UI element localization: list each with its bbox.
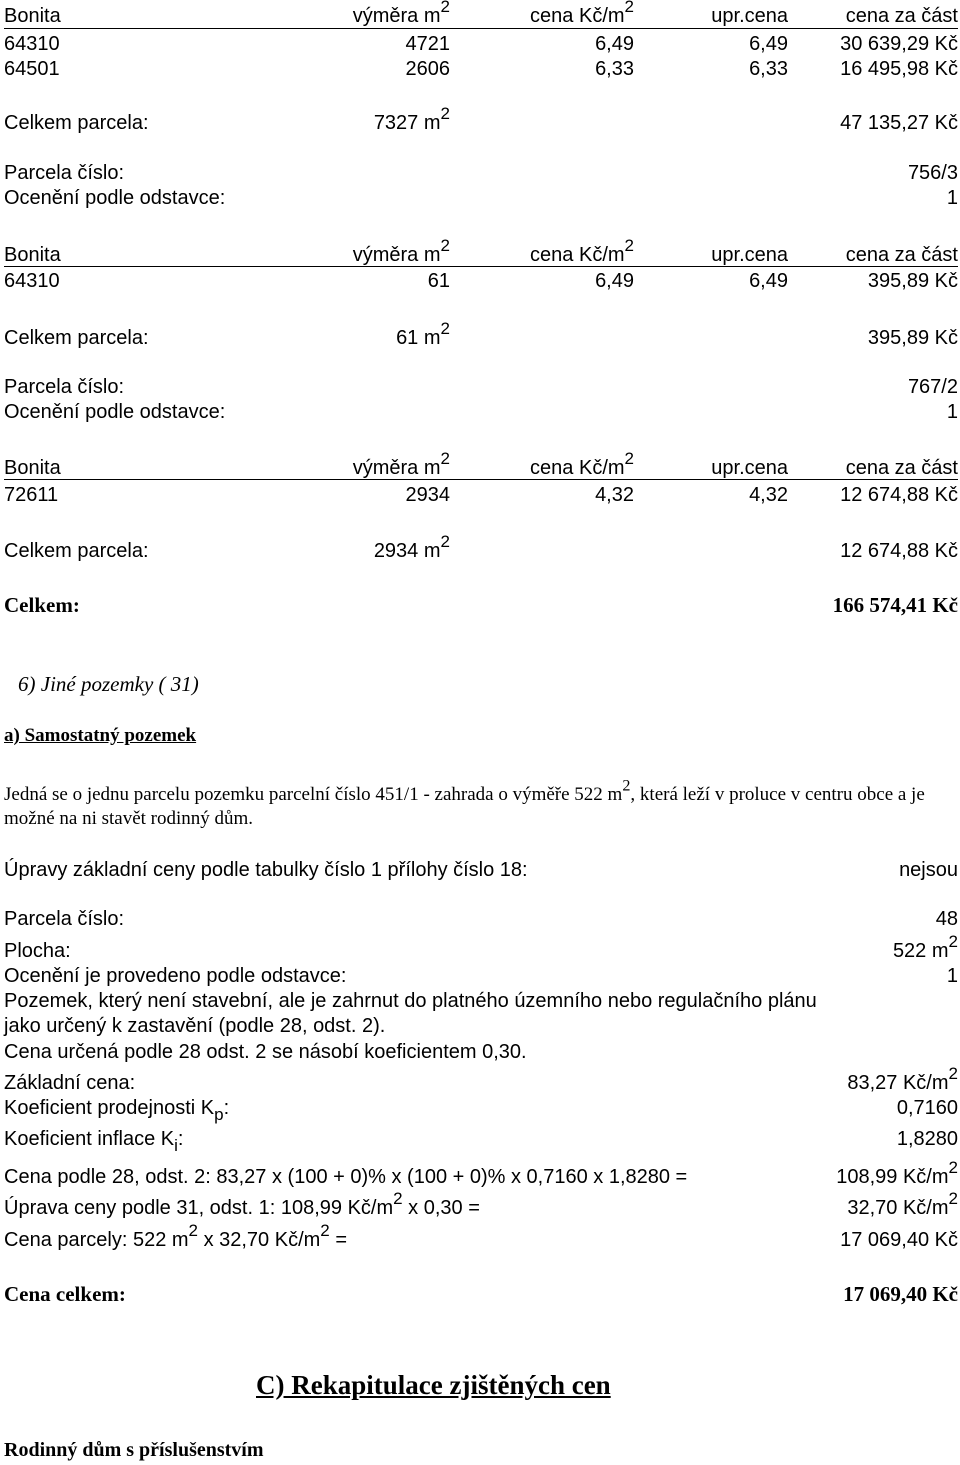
- price-adjustment-label: Úprava ceny podle 31, odst. 1: 108,99 $Kč/m^2$ x 0,30 =: [4, 1188, 480, 1219]
- cell-bonita: 64501: [4, 58, 60, 80]
- cell-cast: 30 639,29 Kč: [840, 33, 958, 55]
- cell-bonita: 72611: [4, 484, 59, 506]
- price-total-value: 17 069,40 Kč: [843, 1282, 958, 1306]
- area-label: Plocha:: [4, 940, 71, 962]
- area-value: 522 $m^2$: [892, 931, 958, 962]
- total-area: 2934 $m^2$: [373, 531, 450, 562]
- col-vymera: výměra $m^2$: [352, 235, 450, 266]
- parcel-number-value: 48: [935, 908, 958, 930]
- valuation-paragraph-value: 1: [946, 401, 958, 423]
- parcel-number-label: Parcela číslo:: [4, 376, 125, 398]
- cell-cena: 6,49: [595, 33, 634, 55]
- parcel-price-value: 17 069,40 Kč: [840, 1229, 958, 1251]
- adjustments-value: nejsou: [899, 859, 958, 881]
- price-28-value: 108,99 $Kč/m^2$: [836, 1157, 958, 1188]
- valuation-paragraph-label: Ocenění podle odstavce:: [4, 187, 226, 209]
- total-label: Celkem parcela:: [4, 327, 149, 349]
- parcel-number-value: 767/2: [907, 376, 958, 398]
- coef-ki-value: 1,8280: [896, 1128, 958, 1150]
- col-vymera: výměra $m^2$: [352, 0, 450, 27]
- parcel-number-label: Parcela číslo:: [4, 162, 125, 184]
- total-value: 47 135,27 Kč: [840, 112, 958, 134]
- cell-cena: 6,49: [595, 270, 634, 292]
- cell-bonita: 64310: [4, 33, 60, 55]
- total-area: 7327 $m^2$: [373, 103, 450, 134]
- price-adjustment-value: 32,70 $Kč/m^2$: [847, 1188, 958, 1219]
- cell-cast: 16 495,98 Kč: [840, 58, 958, 80]
- cell-upr: 6,49: [749, 270, 788, 292]
- adjustments-label: Úpravy základní ceny podle tabulky číslo 1 přílohy číslo 18:: [4, 859, 528, 881]
- base-price-label: Základní cena:: [4, 1072, 136, 1094]
- col-cast: cena za část: [845, 457, 958, 479]
- cell-cena: 6,33: [595, 58, 634, 80]
- note-line: jako určený k zastavění (podle 28, odst. 2).: [4, 1015, 386, 1037]
- note-line: Pozemek, který není stavební, ale je zahrnut do platného územního nebo regulačního plánu: [4, 990, 817, 1012]
- grand-total-label: Celkem:: [4, 593, 80, 617]
- total-label: Celkem parcela:: [4, 540, 149, 562]
- col-cena: cena $Kč/m^2$: [530, 235, 634, 266]
- valuation-paragraph-value: 1: [946, 965, 958, 987]
- total-value: 395,89 Kč: [867, 327, 958, 349]
- col-upr: upr.cena: [711, 457, 788, 479]
- col-bonita: Bonita: [4, 244, 61, 266]
- cell-vymera: 61: [427, 270, 450, 292]
- valuation-paragraph-label: Ocenění podle odstavce:: [4, 401, 226, 423]
- price-total-label: Cena celkem:: [4, 1282, 126, 1306]
- cell-upr: 4,32: [749, 484, 788, 506]
- grand-total-value: 166 574,41 Kč: [832, 593, 958, 617]
- section-heading: 6) Jiné pozemky ( 31): [18, 672, 199, 696]
- cell-upr: 6,49: [749, 33, 788, 55]
- col-bonita: Bonita: [4, 457, 61, 479]
- parcel-price-label: Cena parcely: 522 $m^2$ x 32,70 $Kč/m^2$ =: [4, 1220, 348, 1251]
- col-cena: cena $Kč/m^2$: [530, 0, 634, 27]
- price-28-label: Cena podle 28, odst. 2: 83,27 x (100 + 0)% x (100 + 0)% x 0,7160 x 1,8280 =: [4, 1166, 688, 1188]
- cell-cast: 12 674,88 Kč: [840, 484, 958, 506]
- col-vymera: výměra $m^2$: [352, 448, 450, 479]
- total-label: Celkem parcela:: [4, 112, 149, 134]
- coef-ki-label: Koeficient inflace $K_i$:: [4, 1128, 184, 1155]
- cell-vymera: 2934: [405, 484, 450, 506]
- header-rule: [4, 479, 958, 480]
- coef-kp-label: Koeficient prodejnosti $K_p$:: [4, 1097, 230, 1124]
- header-rule: [4, 28, 958, 29]
- coef-kp-value: 0,7160: [896, 1097, 958, 1119]
- note-line: Cena určená podle 28 odst. 2 se násobí koeficientem 0,30.: [4, 1041, 527, 1063]
- base-price-value: 83,27 $Kč/m^2$: [847, 1063, 958, 1094]
- parcel-number-label: Parcela číslo:: [4, 908, 125, 930]
- cell-vymera: 2606: [405, 58, 450, 80]
- col-cast: cena za část: [845, 244, 958, 266]
- description-paragraph: Jedná se o jednu parcelu pozemku parcelní číslo 451/1 - zahrada o výměře 522 $m^2$, která leží v proluce v centru obce a je možné na ni stavět rodinný dům.: [4, 777, 925, 829]
- subsection-heading: a) Samostatný pozemek: [4, 725, 197, 746]
- col-upr: upr.cena: [711, 244, 788, 266]
- cell-upr: 6,33: [749, 58, 788, 80]
- recap-subheading: Rodinný dům s příslušenstvím: [4, 1439, 264, 1461]
- total-value: 12 674,88 Kč: [840, 540, 958, 562]
- cell-cena: 4,32: [595, 484, 634, 506]
- parcel-number-value: 756/3: [907, 162, 958, 184]
- col-bonita: Bonita: [4, 5, 61, 27]
- col-upr: upr.cena: [711, 5, 788, 27]
- col-cast: cena za část: [845, 5, 958, 27]
- cell-bonita: 64310: [4, 270, 60, 292]
- recap-heading: C) Rekapitulace zjištěných cen: [256, 1370, 611, 1400]
- valuation-paragraph-label: Ocenění je provedeno podle odstavce:: [4, 965, 347, 987]
- header-rule: [4, 266, 958, 267]
- col-cena: cena $Kč/m^2$: [530, 448, 634, 479]
- valuation-paragraph-value: 1: [946, 187, 958, 209]
- cell-cast: 395,89 Kč: [867, 270, 958, 292]
- total-area: 61 $m^2$: [396, 318, 450, 349]
- cell-vymera: 4721: [405, 33, 450, 55]
